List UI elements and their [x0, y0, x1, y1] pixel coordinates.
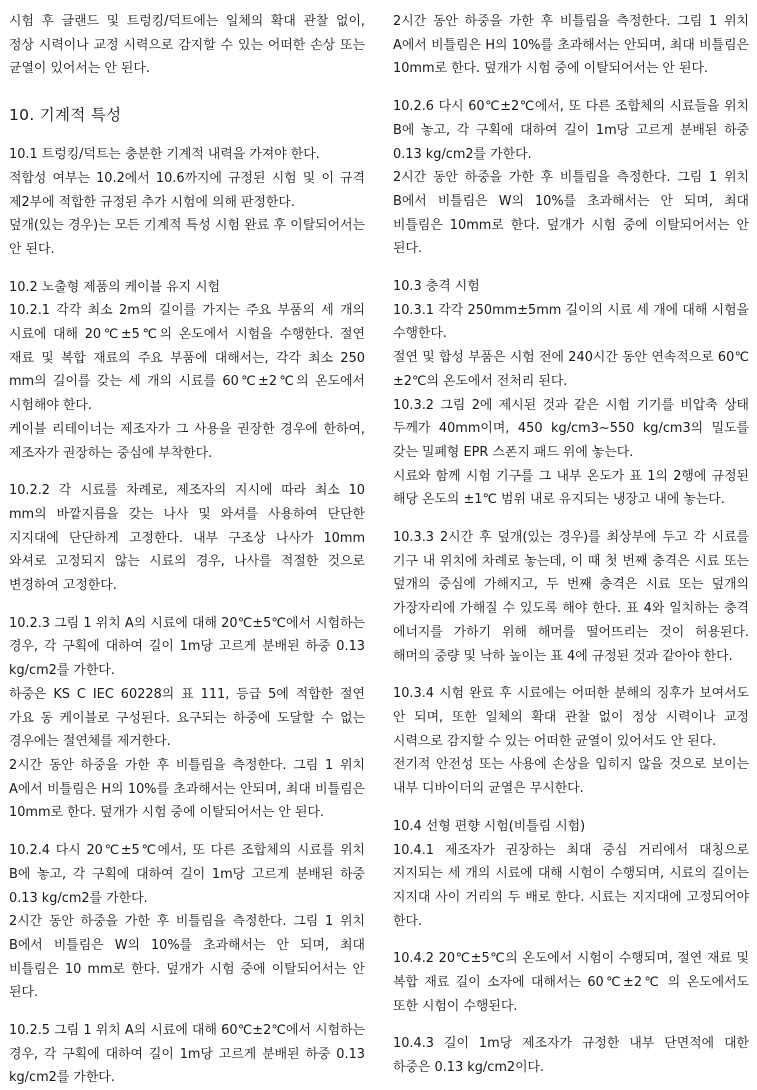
clause-10-2-3 — [9, 612, 365, 825]
clause-10-2-6 — [393, 95, 749, 261]
clause-10-2-4 — [9, 839, 365, 1005]
clause-10-4-2 — [393, 947, 749, 1018]
intro-paragraph — [9, 10, 365, 81]
clause-10-2-5 — [9, 1019, 365, 1090]
clause-text: 10.3.4 시험 완료 후 시료에는 어떠한 분해의 징후가 보여서도 안 되며, 또한 일체의 확대 관찰 없이 정상 시력이나 교정 시력으로 감지할 수 있는 어떠한 균열이 있어서도 안 된다. — [393, 686, 749, 749]
clause-text: 10.3.3 2시간 후 덮개(있는 경우)를 최상부에 두고 각 시료를 기구 내 위치에 차례로 놓는데, 이 때 첫 번째 충격은 시료 또는 덮개의 중심에 가해지고, 두 번째 충격은 시료 또는 덮개의 가장자리에 가해질 수 있도록 해야 한다. 표 4와 일치하는 충격 에너지를 가하기 위해 해머를 떨어뜨리는 것이 허용된다. 해머의 중량 및 낙하 높이는 표 4에 규정된 것과 같아야 한다. — [393, 530, 749, 664]
intro-text: 시험 후 글랜드 및 트렁킹/덕트에는 일체의 확대 관찰 없이, 정상 시력이나 교정 시력으로 감지할 수 있는 어떠한 손상 또는 균열이 있어서는 안 된다. — [9, 14, 365, 77]
clause-10-3-4 — [393, 682, 749, 801]
clause-heading: 10.3 충격 시험 — [393, 279, 480, 295]
clause-text: 10.2.2 각 시료를 차례로, 제조자의 지시에 따라 최소 10 mm의 바깥지름을 갖는 나사 및 와셔를 사용하여 단단한 지지대에 단단하게 고정한다. 내부 구조상 나사가 10mm 와셔로 고정되지 않는 시료의 경우, 나사를 적절한 것으로 변경하여 고정한다. — [9, 483, 365, 594]
clause-text: 시료와 함께 시험 기구를 그 내부 온도가 표 1의 2행에 규정된 해당 온도의 ±1℃ 범위 내로 유지되는 냉장고 내에 놓는다. — [393, 468, 749, 508]
clause-text: 2시간 동안 하중을 가한 후 비틀림을 측정한다. 그림 1 위치 A에서 비틀림은 H의 10%를 초과해서는 안되며, 최대 비틀림은 10mm로 한다. 덮개가 시험 중에 이탈되어서는 안 된다. — [393, 14, 749, 77]
clause-text: 2시간 동안 하중을 가한 후 비틀림을 측정한다. 그림 1 위치 A에서 비틀림은 H의 10%를 초과해서는 안되며, 최대 비틀림은 10mm로 한다. 덮개가 시험 중에 이탈되어서는 안 된다. — [9, 757, 365, 821]
clause-text: 10.2.6 다시 60℃±2℃에서, 또 다른 조합체의 시료들을 위치 B에 놓고, 각 구획에 대하여 길이 1m당 고르게 분배된 하중 0.13 kg/cm2를 가한다. — [393, 99, 749, 162]
clause-text: 10.4.2 20℃±5℃의 온도에서 시험이 수행되며, 절연 재료 및 복합 재료 길이 소자에 대해서는 60℃±2℃ 의 온도에서도 또한 시험이 수행된다. — [393, 951, 749, 1014]
clause-heading: 10.2 노출형 제품의 케이블 유지 시험 — [9, 279, 221, 295]
clause-text: 케이블 리테이너는 제조자가 그 사용을 권장한 경우에 한하여, 제조자가 권장하는 중심에 부착한다. — [9, 421, 365, 461]
clause-10-2-5-continued — [393, 10, 749, 81]
clause-text: 10.2.5 그림 1 위치 A의 시료에 대해 60℃±2℃에서 시험하는 경우, 각 구획에 대하여 길이 1m당 고르게 분배된 하중 0.13 kg/cm2를 가한다. — [9, 1023, 365, 1086]
clause-10-4-3 — [393, 1032, 749, 1079]
clause-text: 10.2.3 그림 1 위치 A의 시료에 대해 20℃±5℃에서 시험하는 경우, 각 구획에 대하여 길이 1m당 고르게 분배된 하중 0.13 kg/cm2를 가한다. — [9, 615, 365, 679]
clause-text: 전기적 안전성 또는 사용에 손상을 입히지 않을 것으로 보이는 내부 디바이더의 균열은 무시한다. — [393, 757, 749, 797]
right-column — [393, 10, 749, 1080]
clause-text: 절연 및 합성 부품은 시험 전에 240시간 동안 연속적으로 60℃±2℃의 온도에서 전처리 된다. — [393, 350, 749, 389]
clause-text: 10.2.1 각각 최소 2m의 길이를 가지는 주요 부품의 세 개의 시료에 대해 20℃±5℃의 온도에서 시험을 수행한다. 절연 재료 및 복합 재료의 주요 부품에 대해서는, 각각 최소 250 mm의 길이를 갖는 세 개의 시료를 60℃±2℃의 온도에서 시험해야 한다. — [9, 303, 365, 414]
clause-10-4 — [393, 815, 749, 934]
left-column — [9, 10, 365, 1090]
clause-text: 2시간 동안 하중을 가한 후 비틀림을 측정한다. 그림 1 위치 B에서 비틀림은 W의 10%를 초과해서는 안 되며, 최대 비틀림은 10mm로 한다. 덮개가 시험 중에 이탈되어서는 안 된다. — [393, 170, 749, 257]
clause-10-1 — [9, 143, 365, 262]
clause-text: 적합성 여부는 10.2에서 10.6까지에 규정된 시험 및 이 규격 제2부에 적합한 규정된 추가 시험에 의해 판정한다. — [9, 170, 365, 210]
clause-heading: 10.4 선형 편향 시험(비틀림 시험) — [393, 818, 586, 834]
clause-10-3 — [393, 275, 749, 512]
clause-10-2-2 — [9, 479, 365, 598]
clause-text: 10.4.3 길이 1m당 제조자가 규정한 내부 단면적에 대한 하중은 0.13 kg/cm2이다. — [393, 1036, 749, 1076]
clause-text: 10.3.1 각각 250mm±5mm 길이의 시료 세 개에 대해 시험을 수행한다. — [393, 302, 749, 342]
clause-10-3-3 — [393, 526, 749, 668]
section-title: 10. 기계적 특성 — [9, 106, 122, 125]
clause-text: 덮개(있는 경우)는 모든 기계적 특성 시험 완료 후 이탈되어서는 안 된다. — [9, 218, 365, 257]
clause-text: 10.2.4 다시 20℃±5℃에서, 또 다른 조합체의 시료를 위치 B에 놓고, 각 구획에 대하여 길이 1m당 고르게 분배된 하중 0.13 kg/cm2를 가한다. — [9, 843, 365, 906]
clause-10-2 — [9, 276, 365, 466]
clause-text: 10.4.1 제조자가 권장하는 최대 중심 거리에서 대칭으로 지지되는 세 개의 시료에 대해 시험이 수행되며, 시료의 길이는 지지대 사이 거리의 두 배로 한다. 시료는 지지대에 고정되어야 한다. — [393, 842, 749, 929]
clause-text: 10.1 트렁킹/덕트는 충분한 기계적 내력을 가져야 한다. — [9, 147, 320, 163]
clause-text: 10.3.2 그림 2에 제시된 것과 같은 시험 기기를 비압축 상태 두께가 40mm이며, 450 kg/cm3~550 kg/cm3의 밀도를 갖는 밀폐형 EPR 스폰지 패드 위에 놓는다. — [393, 397, 749, 460]
clause-text: 하중은 KS C IEC 60228의 표 111, 등급 5에 적합한 절연 가요 동 케이블로 구성된다. 요구되는 하중에 도달할 수 없는 경우에는 절연체를 제거한다. — [9, 686, 365, 750]
clause-text: 2시간 동안 하중을 가한 후 비틀림을 측정한다. 그림 1 위치 B에서 비틀림은 W의 10%를 초과해서는 안 되며, 최대 비틀림은 10 mm로 한다. 덮개가 시험 중에 이탈되어서는 안 된다. — [9, 914, 365, 1001]
